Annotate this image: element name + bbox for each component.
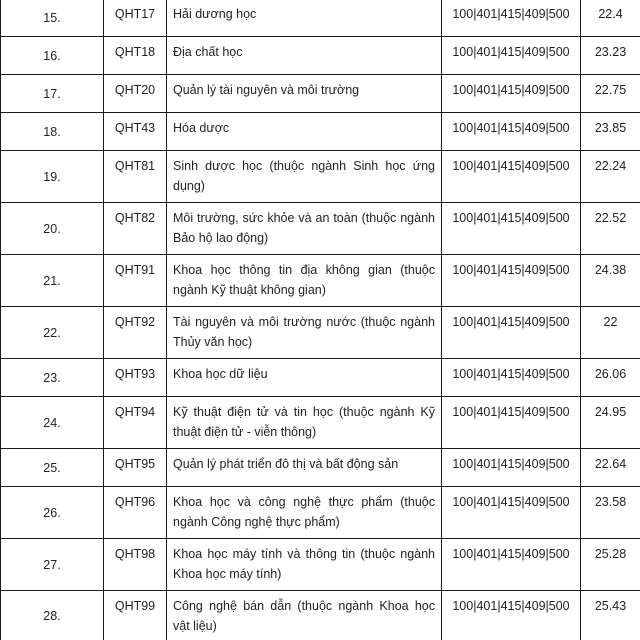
row-number: 24. <box>1 397 104 449</box>
row-number: 20. <box>1 203 104 255</box>
cutoff-score: 23.58 <box>581 487 640 539</box>
program-name: Sinh dược học (thuộc ngành Sinh học ứng dụng) <box>167 151 442 203</box>
subject-combination: 100|401|415|409|500 <box>442 255 581 307</box>
cutoff-score: 23.85 <box>581 113 640 151</box>
cutoff-score: 24.38 <box>581 255 640 307</box>
program-code: QHT92 <box>104 307 167 359</box>
subject-combination: 100|401|415|409|500 <box>442 75 581 113</box>
cutoff-score: 24.95 <box>581 397 640 449</box>
program-name: Địa chất học <box>167 37 442 75</box>
cutoff-score: 25.28 <box>581 539 640 591</box>
table-row <box>1 37 640 75</box>
table-row <box>1 113 640 151</box>
program-name: Khoa học và công nghệ thực phẩm (thuộc ngành Công nghệ thực phẩm) <box>167 487 442 539</box>
cutoff-score: 23.23 <box>581 37 640 75</box>
row-number: 15. <box>1 0 104 37</box>
subject-combination: 100|401|415|409|500 <box>442 397 581 449</box>
program-code: QHT98 <box>104 539 167 591</box>
table-row <box>1 203 640 255</box>
subject-combination: 100|401|415|409|500 <box>442 539 581 591</box>
row-number: 16. <box>1 37 104 75</box>
cutoff-score: 22.4 <box>581 0 640 37</box>
table-row <box>1 75 640 113</box>
program-name: Quản lý tài nguyên và môi trường <box>167 75 442 113</box>
program-code: QHT99 <box>104 591 167 640</box>
program-name: Khoa học dữ liệu <box>167 359 442 397</box>
program-code: QHT93 <box>104 359 167 397</box>
program-code: QHT91 <box>104 255 167 307</box>
program-code: QHT82 <box>104 203 167 255</box>
program-code: QHT43 <box>104 113 167 151</box>
table-row <box>1 359 640 397</box>
subject-combination: 100|401|415|409|500 <box>442 0 581 37</box>
row-number: 26. <box>1 487 104 539</box>
program-name: Hóa dược <box>167 113 442 151</box>
table-row <box>1 151 640 203</box>
subject-combination: 100|401|415|409|500 <box>442 449 581 487</box>
program-code: QHT17 <box>104 0 167 37</box>
row-number: 25. <box>1 449 104 487</box>
subject-combination: 100|401|415|409|500 <box>442 113 581 151</box>
table-body <box>1 0 640 640</box>
table-row <box>1 487 640 539</box>
subject-combination: 100|401|415|409|500 <box>442 307 581 359</box>
table-row <box>1 0 640 37</box>
cutoff-score: 22 <box>581 307 640 359</box>
program-code: QHT81 <box>104 151 167 203</box>
subject-combination: 100|401|415|409|500 <box>442 591 581 640</box>
subject-combination: 100|401|415|409|500 <box>442 487 581 539</box>
row-number: 21. <box>1 255 104 307</box>
program-name: Kỹ thuật điện tử và tin học (thuộc ngành Kỹ thuật điện tử - viễn thông) <box>167 397 442 449</box>
table-row <box>1 591 640 640</box>
program-name: Công nghệ bán dẫn (thuộc ngành Khoa học vật liệu) <box>167 591 442 640</box>
row-number: 22. <box>1 307 104 359</box>
row-number: 28. <box>1 591 104 640</box>
program-code: QHT18 <box>104 37 167 75</box>
cutoff-score: 25.43 <box>581 591 640 640</box>
subject-combination: 100|401|415|409|500 <box>442 151 581 203</box>
row-number: 23. <box>1 359 104 397</box>
cutoff-score: 26.06 <box>581 359 640 397</box>
row-number: 27. <box>1 539 104 591</box>
row-number: 18. <box>1 113 104 151</box>
cutoff-score: 22.24 <box>581 151 640 203</box>
program-name: Môi trường, sức khỏe và an toàn (thuộc ngành Bảo hộ lao động) <box>167 203 442 255</box>
program-code: QHT20 <box>104 75 167 113</box>
program-code: QHT96 <box>104 487 167 539</box>
cutoff-score: 22.52 <box>581 203 640 255</box>
table-row <box>1 255 640 307</box>
program-name: Khoa học thông tin địa không gian (thuộc ngành Kỹ thuật không gian) <box>167 255 442 307</box>
program-name: Hải dương học <box>167 0 442 37</box>
cutoff-score: 22.75 <box>581 75 640 113</box>
program-name: Quản lý phát triển đô thị và bất động sản <box>167 449 442 487</box>
table-row <box>1 397 640 449</box>
program-code: QHT94 <box>104 397 167 449</box>
table-row <box>1 539 640 591</box>
table-row <box>1 307 640 359</box>
row-number: 17. <box>1 75 104 113</box>
subject-combination: 100|401|415|409|500 <box>442 359 581 397</box>
cutoff-score: 22.64 <box>581 449 640 487</box>
row-number: 19. <box>1 151 104 203</box>
program-code: QHT95 <box>104 449 167 487</box>
program-name: Tài nguyên và môi trường nước (thuộc ngành Thủy văn học) <box>167 307 442 359</box>
table-row <box>1 449 640 487</box>
program-name: Khoa học máy tính và thông tin (thuộc ngành Khoa học máy tính) <box>167 539 442 591</box>
subject-combination: 100|401|415|409|500 <box>442 203 581 255</box>
subject-combination: 100|401|415|409|500 <box>442 37 581 75</box>
